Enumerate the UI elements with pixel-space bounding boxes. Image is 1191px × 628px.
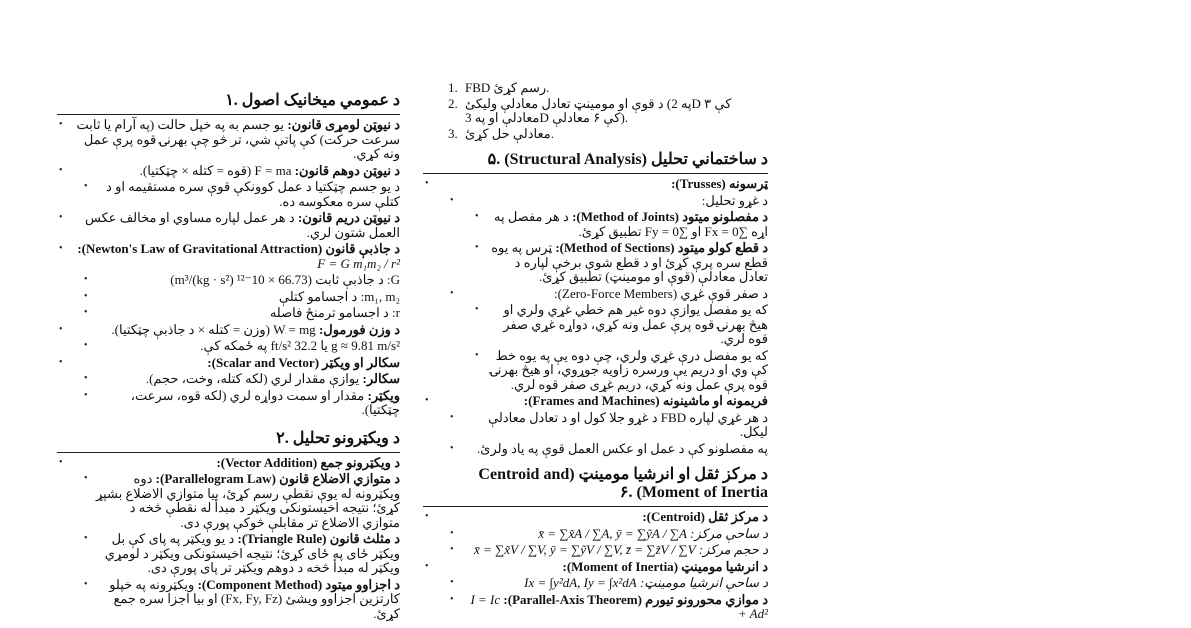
list-item: • g ≈ 9.81 m/s² یا 32.2 ft/s² په ځمکه کې. <box>82 339 400 354</box>
list-item: • د غړو تحلیل: • د مفصلونو میتود (Method of Joints): د هر مفصل په اړه ∑Fx = 0 او ∑Fy = 0 تطبیق کړئ. • د قطع کولو میتود (Method of Sections): ټرس په یوه قطع سره پرې کړئ او د قطع شوې برخې لپاره د تعادل معادلې (قوې او مومینټ) تطبیق کړئ. <box>448 194 768 285</box>
list-item: • په مفصلونو کې د عمل او عکس العمل قوې په یاد ولرئ. <box>448 442 768 457</box>
step-item: 3. معادلې حل کړئ. <box>461 127 768 142</box>
section-title: د مرکز ثقل او انرشیا مومینټ (Centroid and Moment of Inertia) .۶ <box>423 466 768 507</box>
list-item: • د جاذبې قانون (Newton's Law of Gravitational Attraction): F = G m₁m₂ / r² • G: د جاذبې ثابت (66.73 × 10⁻¹² m³/(kg · s²)) • m₁, m₂: د اجسامو کتلې • r: د اجسامو ترمنځ فاصله <box>57 242 400 321</box>
section-title: د ویکټرونو تحلیل .۲ <box>57 430 400 453</box>
list-item: • د متوازي الاضلاع قانون (Parallelogram Law): دوه ویکټرونه له یوې نقطې رسم کړئ، بیا متوازي الاضلاع بشپړ کړئ؛ نتیجه اخیستونکی ویکټر د مبدأ له نقطې څخه د متوازي الاضلاع تر مقابلې څوکې پورې دی. <box>82 472 400 530</box>
list-item: • د مفصلونو میتود (Method of Joints): د هر مفصل په اړه ∑Fx = 0 او ∑Fy = 0 تطبیق کړئ. <box>473 210 768 239</box>
list-item: • m₁, m₂: د اجسامو کتلې <box>82 290 400 305</box>
list-item: • د مرکز ثقل (Centroid): • د ساحې مرکز: x̄ = ∑x̃A / ∑A, ȳ = ∑ỹA / ∑A • د حجم مرکز: x̄ = ∑x̃V / ∑V, ȳ = ∑ỹV / ∑V, z̄ = ∑z̃V / ∑V <box>423 510 768 558</box>
list-item: • که یو مفصل یوازې دوه غیر هم خطي غړي ولري او هیڅ بهرنۍ قوه پرې عمل ونه کړي، دواړه غړي صفر قوه لري. <box>473 303 768 347</box>
section-structural-analysis <box>423 151 768 456</box>
section-title: د عمومي میخانیک اصول .۱ <box>57 92 400 115</box>
list-item: • د هر غړي لپاره FBD د غړو جلا کول او د تعادل معادلې لیکل. <box>448 411 768 440</box>
equilibrium-steps <box>423 81 768 141</box>
list-item: • د انرشیا مومینټ (Moment of Inertia): • د ساحې انرشیا مومینټ: Ix = ∫y²dA, Iy = ∫x²dA • د موازي محورونو تیورم (Parallel-Axis Theorem): I = Ic + Ad² <box>423 560 768 622</box>
list-item: • د ساحې مرکز: x̄ = ∑x̃A / ∑A, ȳ = ∑ỹA / ∑A <box>448 527 768 542</box>
list-item: • د موازي محورونو تیورم (Parallel-Axis Theorem): I = Ic + Ad² <box>448 593 768 622</box>
list-item: • د صفر قوې غړي (Zero-Force Members): • که یو مفصل یوازې دوه غیر هم خطي غړي ولري او هیڅ بهرنۍ قوه پرې عمل ونه کړي، دواړه غړي صفر قوه لري. • که یو مفصل درې غړي ولري، چې دوه یې په یوه خط کې وي او دریم یې ورسره زاویه جوړوي، او هیڅ بهرنۍ قوه پرې عمل ونه کړي، دریم غړی صفر قوه لري. <box>448 287 768 393</box>
list-item: • که یو مفصل درې غړي ولري، چې دوه یې په یوه خط کې وي او دریم یې ورسره زاویه جوړوي، او هیڅ بهرنۍ قوه پرې عمل ونه کړي، دریم غړی صفر قوه لري. <box>473 349 768 393</box>
list-item: • ویکټر: مقدار او سمت دواړه لري (لکه قوه، سرعت، چټکتیا). <box>82 389 400 418</box>
list-item: • د ویکټرونو جمع (Vector Addition): • د متوازي الاضلاع قانون (Parallelogram Law): دوه ویکټرونه له یوې نقطې رسم کړئ، بیا متوازي الاضلاع بشپړ کړئ؛ نتیجه اخیستونکی ویکټر د مبدأ له نقطې څخه د متوازي الاضلاع تر مقابلې څوکې پورې دی. • د مثلث قانون (Triangle Rule): د یو ویکټر په پای کې بل ویکټر ځای په ځای کړئ؛ نتیجه اخیستونکی ویکټر د لومړي ویکټر له مبدأ څخه د دوهم ویکټر تر پای پورې دی. • د اجزاوو میتود (Component Method): ویکټرونه په خپلو کارتزین اجزاوو ویشئ (Fx, Fy, Fz) او بیا اجزا سره جمع کړئ. <box>57 456 400 622</box>
list-item: • r: د اجسامو ترمنځ فاصله <box>82 306 400 321</box>
list-item: • د قطع کولو میتود (Method of Sections): ټرس په یوه قطع سره پرې کړئ او د قطع شوې برخې لپاره د تعادل معادلې (قوې او مومینټ) تطبیق کړئ. <box>473 241 768 285</box>
section-title: د ساختماني تحلیل (Structural Analysis) .۵ <box>423 151 768 174</box>
step-item: 1. FBD رسم کړئ. <box>461 81 768 96</box>
section-vector-analysis <box>57 430 400 622</box>
left-column <box>57 92 400 627</box>
right-column <box>423 80 768 628</box>
list-item: • د ساحې انرشیا مومینټ: Ix = ∫y²dA, Iy = ∫x²dA <box>448 576 768 591</box>
step-item: 2. د قوې او مومینټ تعادل معادلې ولیکئ (په 2D کې ۳ معادلې او په 3D کې ۶ معادلې). <box>461 97 768 126</box>
list-item: • د نیوټن دریم قانون: د هر عمل لپاره مساوي او مخالف عکس العمل شتون لري. <box>57 211 400 240</box>
list-item: • سکالر: یوازې مقدار لري (لکه کتله، وخت، حجم). <box>82 372 400 387</box>
list-item: • فریمونه او ماشینونه (Frames and Machines): • د هر غړي لپاره FBD د غړو جلا کول او د تعادل معادلې لیکل. • په مفصلونو کې د عمل او عکس العمل قوې په یاد ولرئ. <box>423 394 768 456</box>
list-item: • د حجم مرکز: x̄ = ∑x̃V / ∑V, ȳ = ∑ỹV / ∑V, z̄ = ∑z̃V / ∑V <box>448 543 768 558</box>
list-item: • د یو جسم چټکتیا د عمل کوونکې قوې سره مستقیمه او د کتلې سره معکوسه ده. <box>82 180 400 209</box>
list-item: • د مثلث قانون (Triangle Rule): د یو ویکټر په پای کې بل ویکټر ځای په ځای کړئ؛ نتیجه اخیستونکی ویکټر د لومړي ویکټر له مبدأ څخه د دوهم ویکټر تر پای پورې دی. <box>82 532 400 576</box>
list-item: • د نیوټن لومړی قانون: یو جسم به په خپل حالت (په آرام یا ثابت سرعت حرکت) کې پاتې شي، تر څو چې بهرنۍ قوه پرې عمل ونه کړي. <box>57 118 400 162</box>
section-centroid-inertia <box>423 466 768 622</box>
section-general-mechanics <box>57 92 400 418</box>
list-item: • د اجزاوو میتود (Component Method): ویکټرونه په خپلو کارتزین اجزاوو ویشئ (Fx, Fy, Fz) او بیا اجزا سره جمع کړئ. <box>82 578 400 622</box>
list-item: • ټرسونه (Trusses): • د غړو تحلیل: • د مفصلونو میتود (Method of Joints): د هر مفصل په اړه ∑Fx = 0 او ∑Fy = 0 تطبیق کړئ. • د قطع کولو میتود (Method of Sections): ټرس په یوه قطع سره پرې کړئ او د قطع شوې برخې لپاره د تعادل معادلې (قوې او مومینټ) تطبیق کړئ. • د صفر قوې غړي (Zero-Force Members): • که یو مفصل یوازې دوه غیر هم خطي غړي ولري او هیڅ بهرنۍ قوه پرې عمل ونه کړي، دواړه غړي صفر قوه لري. • که یو مفصل درې غړي ولري، چې دوه یې په یوه خط کې وي او دریم یې ورسره زاویه جوړوي، او هیڅ بهرنۍ قوه پرې عمل ونه کړي، دریم غړی صفر قوه لري. <box>423 177 768 392</box>
list-item: • G: د جاذبې ثابت (66.73 × 10⁻¹² m³/(kg · s²)) <box>82 273 400 288</box>
list-item: • د نیوټن دوهم قانون: F = ma (قوه = کتله × چټکتیا). • د یو جسم چټکتیا د عمل کوونکې قوې سره مستقیمه او د کتلې سره معکوسه ده. <box>57 164 400 210</box>
list-item: • سکالر او ویکټر (Scalar and Vector): • سکالر: یوازې مقدار لري (لکه کتله، وخت، حجم). • ویکټر: مقدار او سمت دواړه لري (لکه قوه، سرعت، چټکتیا). <box>57 356 400 418</box>
list-item: • د وزن فورمول: W = mg (وزن = کتله × د جاذبې چټکتیا). • g ≈ 9.81 m/s² یا 32.2 ft/s² په ځمکه کې. <box>57 323 400 354</box>
